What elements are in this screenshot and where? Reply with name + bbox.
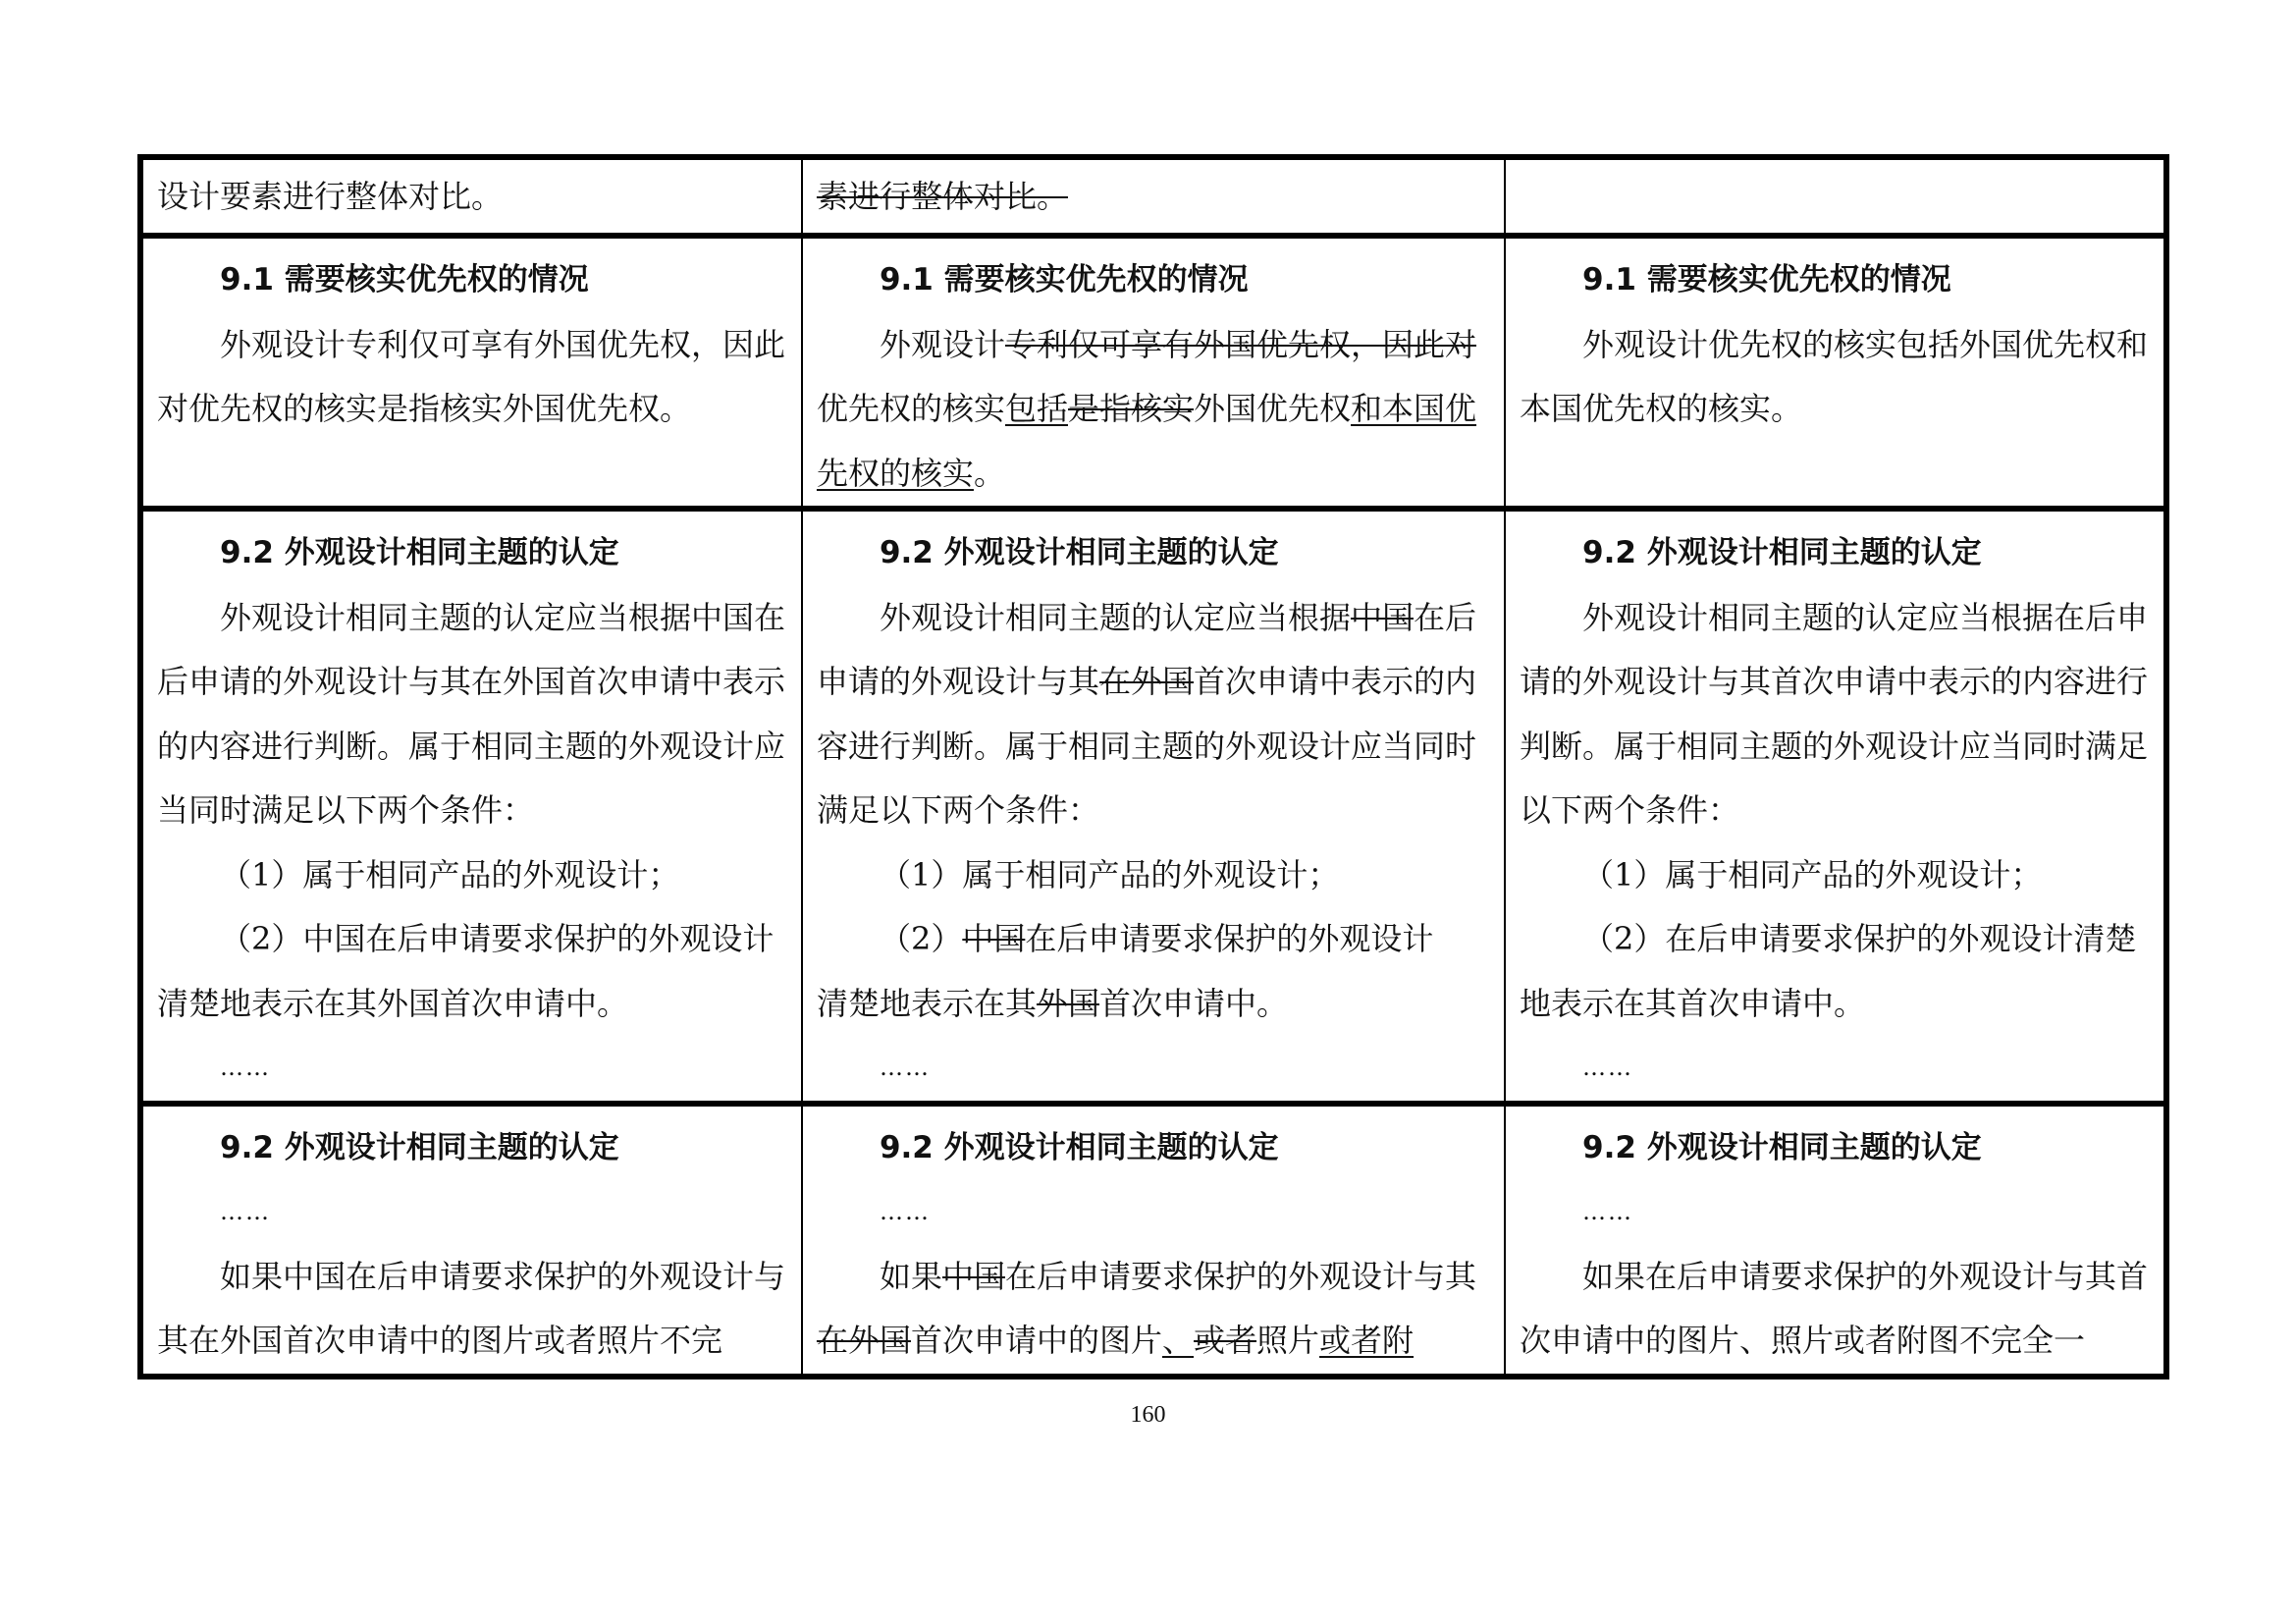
row2-col1-cell	[140, 236, 802, 509]
paragraph	[817, 586, 1490, 843]
row1-col1-text: 设计要素进行整体对比。	[157, 178, 504, 215]
paragraph: 外观设计优先权的核实包括外国优先权和本国优先权的核实。	[1520, 325, 2149, 427]
paragraph: 外观设计相同主题的认定应当根据在后申请的外观设计与其首次申请中表示的内容进行判断。属于相同主题的外观设计应当同时满足以下两个条件：	[1520, 598, 2149, 829]
table-row	[140, 1104, 2166, 1377]
section-heading: 9.2 外观设计相同主题的认定	[220, 535, 619, 570]
deleted-text: 中国	[962, 920, 1026, 957]
ellipsis: ……	[879, 1054, 931, 1081]
row3-col3-cell	[1505, 509, 2166, 1104]
list-item: （1）属于相同产品的外观设计；	[220, 855, 680, 893]
paragraph: 如果中国在后申请要求保护的外观设计与其在外国首次申请中的图片或者照片不完	[157, 1257, 786, 1359]
deleted-text: 外国	[1036, 984, 1099, 1022]
ellipsis: ……	[220, 1198, 271, 1225]
row4-col2-cell	[802, 1104, 1505, 1377]
row1-col1-cell	[140, 157, 802, 236]
section-heading: 9.2 外观设计相同主题的认定	[879, 1129, 1279, 1165]
deleted-text: 或者	[1194, 1322, 1257, 1359]
text-run: 首次申请中。	[1098, 984, 1288, 1022]
deleted-text: 中国	[1350, 598, 1414, 636]
inserted-text: 、	[1161, 1322, 1194, 1359]
paragraph: 外观设计专利仅可享有外国优先权，因此对优先权的核实是指核实外国优先权。	[157, 325, 786, 427]
row2-col2-cell	[802, 236, 1505, 509]
row1-col2-deleted-text: 素进行整体对比。	[816, 178, 1068, 215]
section-heading: 9.2 外观设计相同主题的认定	[1582, 1129, 1982, 1165]
row1-col2-cell	[802, 157, 1505, 236]
row4-col1-cell	[140, 1104, 802, 1377]
row3-col2-cell	[802, 509, 1505, 1104]
comparison-table	[137, 154, 2169, 1380]
text-run: 首次申请中表示的内容进行判断。属于相同主题的外观设计应当同时满足以下两个条件：	[816, 663, 1476, 829]
deleted-text: 在外国	[1098, 663, 1194, 700]
text-run: 外观设计相同主题的认定应当根据	[879, 598, 1351, 636]
text-run: 如果	[879, 1257, 942, 1295]
section-heading: 9.2 外观设计相同主题的认定	[879, 535, 1279, 570]
deleted-text: 是指核实	[1067, 390, 1194, 427]
section-heading: 9.1 需要核实优先权的情况	[1582, 262, 1951, 298]
text-run: （2）	[879, 920, 963, 957]
list-item: （1）属于相同产品的外观设计；	[1582, 855, 2043, 893]
inserted-text: 或者附	[1319, 1322, 1415, 1359]
list-item: （2）在后申请要求保护的外观设计清楚地表示在其首次申请中。	[1520, 920, 2137, 1022]
section-heading: 9.2 外观设计相同主题的认定	[1582, 535, 1982, 570]
page-number: 160	[1130, 1402, 1166, 1428]
text-run: 在后申请要求保护的外观设计	[1025, 920, 1434, 957]
list-item-continuation	[817, 972, 1490, 1037]
deleted-text: 中国	[941, 1257, 1005, 1295]
ellipsis: ……	[879, 1198, 931, 1225]
section-heading: 9.2 外观设计相同主题的认定	[220, 1129, 619, 1165]
ellipsis: ……	[220, 1054, 271, 1081]
table-row	[140, 509, 2166, 1104]
text-run: 外观设计	[879, 325, 1005, 363]
text-run: 首次申请中的图片	[910, 1322, 1162, 1359]
text-run: 在后申请的外观设计与其	[816, 598, 1476, 700]
text-run: 外国优先权	[1194, 390, 1352, 427]
ellipsis: ……	[1582, 1198, 1634, 1225]
paragraph	[817, 313, 1490, 507]
list-item-continuation: 清楚地表示在其外国首次申请中。	[157, 984, 629, 1022]
list-item	[817, 907, 1490, 972]
list-item: （2）中国在后申请要求保护的外观设计	[220, 920, 774, 957]
deleted-text: 在外国	[816, 1322, 911, 1359]
inserted-text: 和本国优先权的核实	[816, 390, 1477, 492]
table-row	[140, 236, 2166, 509]
inserted-text: 包括	[1004, 390, 1068, 427]
text-run: 优先权的核实	[816, 390, 1005, 427]
paragraph: 如果在后申请要求保护的外观设计与其首次申请中的图片、照片或者附图不完全一	[1520, 1257, 2149, 1359]
section-heading: 9.1 需要核实优先权的情况	[879, 262, 1249, 298]
text-run: 。	[973, 454, 1005, 492]
paragraph	[817, 1245, 1490, 1374]
deleted-text: 专利仅可享有外国优先权，因此对	[1004, 325, 1476, 363]
row2-col3-cell	[1505, 236, 2166, 509]
list-item: （1）属于相同产品的外观设计；	[879, 855, 1340, 893]
row4-col3-cell	[1505, 1104, 2166, 1377]
section-heading: 9.1 需要核实优先权的情况	[220, 262, 589, 298]
text-run: 照片	[1256, 1322, 1320, 1359]
table-row	[140, 157, 2166, 236]
paragraph: 外观设计相同主题的认定应当根据中国在后申请的外观设计与其在外国首次申请中表示的内容进行判断。属于相同主题的外观设计应当同时满足以下两个条件：	[157, 598, 786, 829]
row1-col3-cell	[1505, 157, 2166, 236]
text-run: 清楚地表示在其	[816, 984, 1037, 1022]
text-run: 在后申请要求保护的外观设计与其	[1004, 1257, 1476, 1295]
row3-col1-cell	[140, 509, 802, 1104]
ellipsis: ……	[1582, 1054, 1634, 1081]
